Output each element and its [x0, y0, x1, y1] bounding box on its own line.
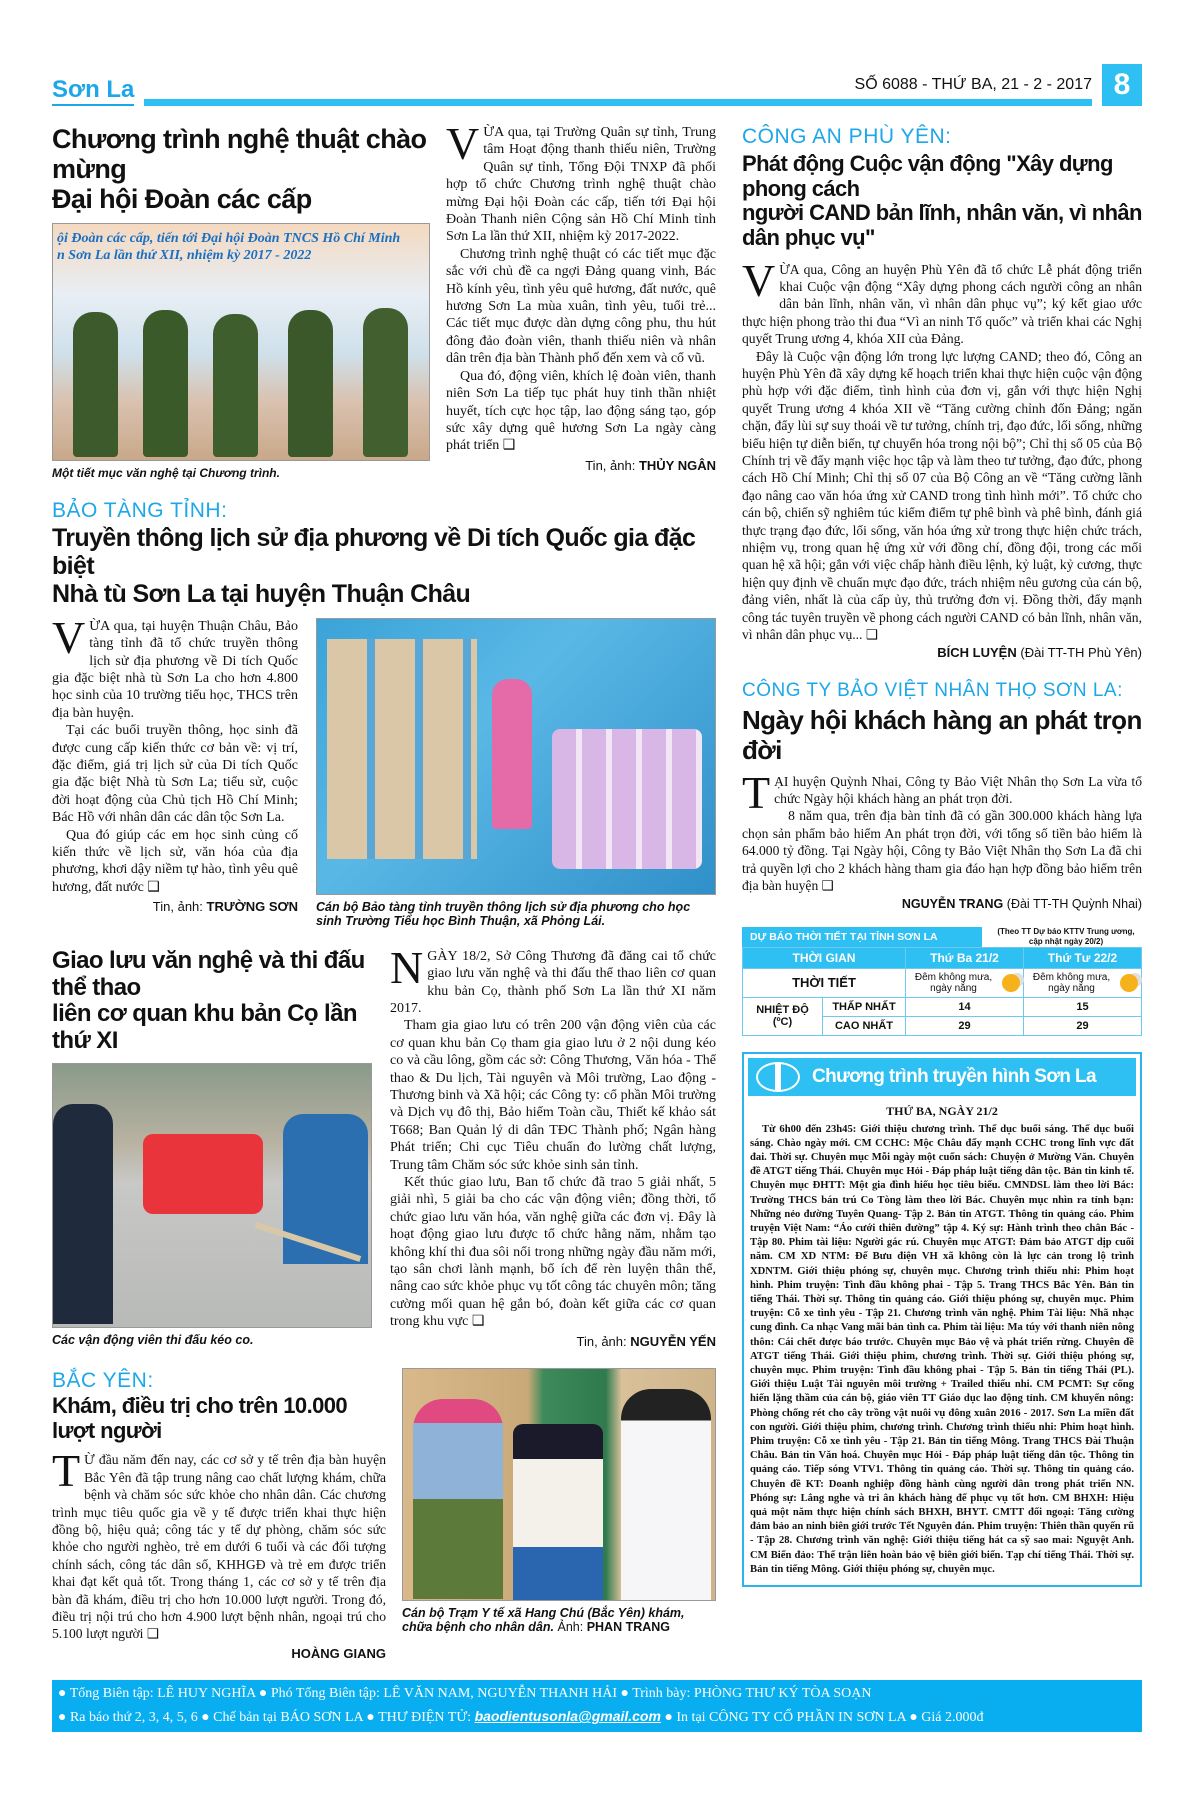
photo-banner: [53, 224, 429, 264]
kicker: CÔNG AN PHÙ YÊN:: [742, 125, 952, 148]
footer-text: ● Ra báo thứ 2, 3, 4, 5, 6 ● Chế bản tại BÁO SƠN LA ● THƯ ĐIỆN TỬ:: [58, 1710, 472, 1726]
paragraph: Qua đó giúp các em học sinh củng cố kiến thức về lịch sử, văn hóa của địa phương, khơi dậy niềm tự hào, tình yêu quê hương, đất nước ❑: [52, 827, 298, 895]
headline-line: Phát động Cuộc vận động "Xây dựng phong cách: [742, 151, 1113, 201]
photo-singers: [52, 223, 430, 461]
byline-suffix: (Đài TT-TH Phù Yên): [1020, 645, 1142, 661]
photo-tug-of-war: [52, 1063, 372, 1328]
header-rule: [144, 99, 1092, 106]
headline-line: Nhà tù Sơn La tại huyện Thuận Châu: [52, 579, 471, 608]
article-health: [52, 1368, 716, 1662]
page-header: [52, 64, 1142, 106]
headline: [52, 948, 372, 1056]
weather-source: (Theo TT Dự báo KTTV Trung ương, cập nhật ngày 20/2): [997, 926, 1135, 946]
drop-cap: V: [52, 611, 86, 663]
headline-line: người CAND bản lĩnh, nhân văn, vì nhân dân phục vụ": [742, 200, 1142, 250]
figure: [363, 308, 408, 457]
article-museum: [52, 498, 716, 928]
drop-cap: T: [742, 766, 771, 818]
headline-line: Chương trình nghệ thuật chào mừng: [52, 124, 427, 185]
figure: [53, 1104, 113, 1324]
red-shirts: [143, 1134, 263, 1214]
footer-info: [58, 1705, 1136, 1729]
paragraph: ỪA qua, Công an huyện Phù Yên đã tổ chức Lễ phát động triển khai Cuộc vận động “Xây dựng phong cách người công an nhân dân bản lĩnh, nhân văn, vì nhân dân phục vụ”; ký kết giao ước thực hiện phong trào thi đua “Vì an ninh Tổ quốc” và triển khai các Nghị quyết Trung ương 4, khóa XII của Đảng.: [742, 261, 1142, 347]
byline-prefix: Tin, ảnh:: [152, 899, 203, 915]
photo-banner-text: ội Đoàn các cấp, tiến tới Đại hội Đoàn TNCS Hồ Chí Minh: [57, 230, 401, 246]
article-body: [52, 611, 298, 916]
credit-prefix: Ảnh:: [557, 1620, 584, 1635]
paragraph: Đây là Cuộc vận động lớn trong lực lượng CAND; theo đó, Công an huyện Phù Yên đã xây dựng kế hoạch triển khai thực hiện cuộc vận động phù hợp với đặc điểm, tình hình của đơn vị, gắn với thực hiện Nghị quyết Trung ương 4 khóa XII về “Tăng cường chỉnh đốn Đảng; ngăn chặn, đẩy lùi sự suy thoái về tư tưởng, chính trị, đạo đức, lối sống, những biểu hiện tự diễn biến, tự chuyển hóa trong nội bộ”; Chỉ thị số 05 của Bộ Chính trị về đẩy mạnh việc học tập và làm theo tư tưởng, đạo đức, phong cách Hồ Chí Minh; Chỉ thị số 07 của Bộ Công an về “Tăng cường lãnh đạo nâng cao văn hóa ứng xử CAND trong tình hình mới”. Tổ chức cho cán bộ, chiến sỹ nghiêm túc kiểm điểm tự phê bình và phê bình, đánh giá thực trạng đạo đức, lối sống, văn hóa ứng xử trong thực hiện chức trách, nhiệm vụ, trong quan hệ ứng xử với đồng chí, đồng đội, trong các mối quan hệ xã hội; gắn với việc chấp hành điều lệnh, kỷ luật, kỷ cương, thực hiện quy định về chuẩn mực đạo đức, trách nhiệm nêu gương của cán bộ, đảng viên, nhất là của cấp ủy, thủ trưởng đơn vị. Đồng thời, đẩy mạnh công tác tuyên truyền về phong cách người CAND có bản lĩnh, nhân văn, vì nhân dân phục vụ... ❑: [742, 348, 1142, 643]
min-temp: 15: [1024, 997, 1142, 1016]
figure: [288, 310, 333, 457]
row-label: CAO NHẤT: [823, 1016, 906, 1035]
article-body: [742, 254, 1142, 644]
tv-header: [748, 1058, 1136, 1096]
byline-prefix: Tin, ảnh:: [585, 457, 636, 473]
figure: [73, 312, 118, 457]
headline: Ngày hội khách hàng an phát trọn đời: [742, 705, 1142, 765]
paragraph: Chương trình nghệ thuật có các tiết mục đặc sắc với chủ đề ca ngợi Đảng quang vinh, Bác Hồ kính yêu, tình yêu quê hương, đất nước, quê hương Sơn La mùa xuân, tình yêu, tuổi trẻ... Các tiết mục được dàn dựng công phu, thu hút đông đảo đoàn viên, thanh thiếu niên và nhân dân trên địa bàn Thành phố đến xem và cổ vũ.: [446, 246, 716, 367]
drop-cap: V: [446, 118, 480, 169]
author: NGUYỄN YẾN: [630, 1333, 716, 1349]
paragraph: GÀY 18/2, Sở Công Thương đã đăng cai tổ chức giao lưu văn nghệ và thi đấu thể thao liên cơ quan khu bản Cọ, thành phố Sơn La lần thứ XI năm 2017.: [390, 948, 716, 1016]
paragraph: ỪA qua, tại Trường Quân sự tỉnh, Trung tâm Hoạt động thanh thiếu niên, Trường Quân sự tỉnh, Tổng Đội TNXP đã phối hợp tổ chức Chương trình nghệ thuật chào mừng Đại hội Đoàn các cấp, tiến tới Đại hội Đoàn Thanh niên Cộng sản Hồ Chí Minh tỉnh Sơn La lần thứ XII, nhiệm kỳ 2017-2022.: [446, 125, 716, 245]
photo-caption: [402, 1606, 716, 1634]
footer-staff: ● Tổng Biên tập: LÊ HUY NGHĨA ● Phó Tổng Biên tập: LÊ VĂN NAM, NGUYỄN THANH HẢI ● Trình bày: PHÒNG THƯ KÝ TÒA SOẠN: [58, 1686, 872, 1702]
byline: [742, 645, 1142, 660]
drop-cap: N: [390, 941, 424, 993]
photo-caption: Một tiết mục văn nghệ tại Chương trình.: [52, 465, 280, 480]
photo-health-check: [402, 1368, 716, 1601]
paragraph: Ừ đầu năm đến nay, các cơ sở y tế trên địa bàn huyện Bắc Yên đã tập trung nâng cao chất lượng khám, chữa bệnh và chăm sóc sức khỏe cho nhân dân. Các chương trình mục tiêu quốc gia về y tế được triển khai thực hiện đồng bộ, hiệu quả; công tác y tế dự phòng, chăm sóc sức khỏe cho người nghèo, trẻ em dưới 6 tuổi và các đối tượng chính sách, công tác dân số, KHHGĐ và trẻ em được triển khai đạt kết quả tốt. Trong tháng 1, các cơ sở y tế trên địa bàn đã khám, điều trị cho hơn 10.000 lượt người. Trong đó, điều trị nội trú cho hơn 4.900 lượt bệnh nhân, ngoại trú cho 5.100 lượt người ❑: [52, 1452, 386, 1642]
header-cell: Thứ Tư 22/2: [1024, 947, 1142, 968]
article-body: [446, 118, 716, 474]
right-column: [742, 124, 1142, 1587]
article-body: [52, 1445, 386, 1662]
min-temp: 14: [906, 997, 1024, 1016]
footer-text: ● In tại CÔNG TY CỔ PHẦN IN SƠN LA ● Giá 2.000đ: [664, 1710, 984, 1726]
caption-text: Cán bộ Trạm Y tế xã Hang Chú (Bắc Yên) khám, chữa bệnh cho nhân dân.: [402, 1606, 685, 1635]
condition: Đêm không mưa, ngày nắng: [1032, 971, 1111, 994]
photo-caption: Các vận động viên thi đấu kéo co.: [52, 1333, 254, 1348]
children-group: [552, 729, 702, 869]
headline-line: liên cơ quan khu bản Cọ lần thứ XI: [52, 1000, 357, 1055]
row-label: THỜI TIẾT: [743, 968, 906, 997]
paragraph: Kết thúc giao lưu, Ban tổ chức đã trao 5 giải nhất, 5 giải nhì, 5 giải ba cho các vận động viên; đồng thời, tổ chức giao lưu văn hóa, văn nghệ giữa các đơn vị. Đây là hoạt động giao lưu được tổ chức hằng năm, nhằm tạo không khí thi đua sôi nổi trong những ngày đầu năm mới, tạo sân chơi lành mạnh, bổ ích để rèn luyện thân thể, nâng cao sức khỏe phục vụ tốt công tác chuyên môn; tăng cường mối quan hệ gắn bó, đoàn kết giữa các cơ quan trong khu vực ❑: [390, 1174, 716, 1330]
figure: [283, 1114, 368, 1264]
photo-museum-exhibit: [316, 618, 716, 895]
email-link[interactable]: baodientusonla@gmail.com: [474, 1708, 661, 1725]
byline: [52, 898, 298, 915]
article-art-program: [52, 118, 716, 480]
page-number: 8: [1102, 64, 1142, 106]
section-name: Sơn La: [52, 76, 134, 106]
article-body: [390, 941, 716, 1350]
weather-table: [742, 947, 1142, 1036]
tv-title: Chương trình truyền hình Sơn La: [812, 1065, 1096, 1087]
paragraph: ẠI huyện Quỳnh Nhai, Công ty Bảo Việt Nhân thọ Sơn La vừa tổ chức Ngày hội khách hàng an phát trọn đời.: [774, 773, 1142, 807]
tv-schedule: [742, 1052, 1142, 1588]
weather-title: DỰ BÁO THỜI TIẾT TẠI TỈNH SƠN LA: [742, 927, 982, 947]
author: NGUYỄN TRANG: [901, 896, 1004, 911]
photo-caption: Cán bộ Bảo tàng tỉnh truyền thông lịch sử địa phương cho học sinh Trường Tiểu học Bình Thuận, xã Phỏng Lái.: [316, 899, 691, 928]
figure: [213, 314, 258, 457]
kicker: CÔNG TY BẢO VIỆT NHÂN THỌ SƠN LA:: [742, 680, 1123, 702]
tv-listing: Từ 6h00 đến 23h45: Giới thiệu chương trình. Thể dục buổi sáng. Thể dục buổi sáng. Chào ngày mới. CM CCHC: Mộc Châu đẩy mạnh CCHC trong lĩnh vực đất đai. Thời sự. Chuyên mục Mỗi ngày một cuốn sách: Chuyện ở Mường Văn. Chuyên đề ATGT tiếng Thái. Chuyên mục Hỏi - Đáp pháp luật tiếng dân tộc. Bản tin kinh tế. Chuyên mục ĐHTT: Một gia đình hiếu học tiêu biểu. CMNDSL làm theo lời Bác: Trường THCS bán trú Co Tòng làm theo lời Bác. Chuyên mục nhìn ra tỉnh bạn: Những nẻo đường Tuyên Quang- Tập 2. Bản tin ATGT. Thông tin quảng cáo. Phim truyện Việt Nam: “Áo cưới thiên đường” tập 4. Ký sự: Hành trình theo chân Bác - Tập 80. Phim tài liệu: Người gác rú. Chuyên mục ATGT: Đảm bảo ATGT dịp cuối năm. CM XD NTM: Để Bưu điện VH xã không còn là lực cản trong lộ trình XDNTM. Giới thiệu phóng sự, chuyên mục. Chương trình thiếu nhi: Phim hoạt hình. Phim truyện: Tình đầu không phai - Tập 5. Trang THCS Bắc Yên. Bản tin tiếng Thái. Thời sự. Thông tin quảng cáo. Giới thiệu phóng sự, chuyên mục. Phim truyện: Cỗ xe tình yêu - Tập 21. Chương trình văn nghệ. Phim Tài liệu: Nhã nhạc cung đình. Ca nhạc Vang mãi bản tình ca. Phim tài liệu: Ma túy với thanh niên nông thôn: Cái chết được báo trước. Chuyên mục Bảo vệ và phát triển rừng. Chuyên đề ATGT tiếng Thái. Giới thiệu phim, chương trình. Thời sự. Giới thiệu phóng sự, chuyên mục. Phim truyện: Tình đầu không phai - Tập 5. Bản tin tiếng Thái (PL). Giới thiệu Luật Tài nguyên môi trường + Trailed thiếu nhi. CM PCMT: Sự cống hiến lặng thầm của cán bộ, giáo viên TT Giáo dục lao động tỉnh. CM khuyến nông: Phòng chống rét cho cây trồng vật nuôi vụ đông xuân 2016 - 2017. Sơn La miền đất con người. Giới thiệu phim, chương trình. Chương trình thiếu nhi: Phim hoạt hình. Phim truyện: Cỗ xe tình yêu - Tập 21. Bản tin tiếng Mông. Trang THCS Đài Thuận Châu. Bản tin Văn hoá. Chuyên mục Hỏi - Đáp pháp luật tiếng dân tộc. Thông tin quảng cáo. Tiếp sóng VTV1. Thông tin quảng cáo. Thời sự. Thông tin quảng cáo. Chuyên đề KT: Doanh nghiệp đồng hành cùng người dân trong phát triển NN. Phóng sự: Lắng nghe và tri ân khách hàng để phục vụ tốt hơn. CM BHXH: Hiệu quả một năm thực hiện chính sách BHXH, BHYT. CMTT đối ngoại: Tăng cường đảm bảo an ninh biên giới trước Tết Nguyên đán. Phim truyện: Thiên thần quyến rũ - Tập 28. Chương trình văn nghệ: Giới thiệu tiếng hát ca sỹ sao mai: Nguyệt Anh. CM Biển đảo: Thế trận liên hoàn bảo vệ biên giới biển. Tạp chí tiếng Thái. Thời sự. Bản tin tiếng Mông. Giới thiệu phóng sự, chuyên mục.: [750, 1123, 1134, 1575]
paragraph: 8 năm qua, trên địa bàn tỉnh đã có gần 300.000 khách hàng lựa chọn sản phẩm bảo hiểm An phát trọn đời, với tổng số tiền bảo hiểm là 64.000 tỷ đồng. Tại Ngày hội, Công ty Bảo Việt Nhân thọ Sơn La đã chi trả quyền lợi cho 2 khách hàng tham gia đáo hạn hợp đồng bảo hiểm trên địa bàn huyện ❑: [742, 808, 1142, 894]
issue-date: SỐ 6088 - THỨ BA, 21 - 2 - 2017: [854, 76, 1092, 93]
paragraph: Tham gia giao lưu có trên 200 vận động viên của các cơ quan khu bản Cọ tham gia giao lưu ở 2 nội dung kéo co và cầu lông, gồm các sở: Công Thương, Văn hóa - Thể thao & Du lịch, Tài nguyên và Môi trường, Lao động - Thương binh và Xã hội; các Công ty: cổ phần Môi trường và Dịch vụ đô thị, Bảo hiểm Toàn cầu, Thiết kế khảo sát T668; Ban Quản lý di dân TĐC Thành phố; Ngân hàng Phát triển; Chi cục Tiêu chuẩn đo lường chất lượng, Trung tâm Chăm sóc sức khỏe sinh sản tỉnh.: [390, 1018, 716, 1173]
figure: [143, 310, 188, 457]
byline: [742, 897, 1142, 911]
masthead-footer: [52, 1680, 1142, 1732]
paragraph: Qua đó, động viên, khích lệ đoàn viên, thanh niên Sơn La tiếp tục phát huy tinh thần nhiệt huyết, tích cực học tập, lao động sáng tạo, góp sức xây dựng quê hương Sơn La ngày càng phát triển ❑: [446, 368, 716, 454]
author: HOÀNG GIANG: [291, 1645, 386, 1661]
sun-cloud-icon: [1002, 974, 1020, 992]
max-temp: 29: [1024, 1016, 1142, 1035]
figure: [513, 1424, 603, 1600]
byline: [390, 1333, 716, 1350]
paragraph: Tại các buổi truyền thông, học sinh đã được cung cấp kiến thức cơ bản về: vị trí, đặc điểm, giá trị lịch sử của Di tích Quốc gia đặc biệt Nhà tù Sơn La; tiểu sử, cuộc đời hoạt động của Chủ tịch Hồ Chí Minh; Bác Hồ với nhân dân các dân tộc Sơn La.: [52, 723, 298, 826]
kicker: BẢO TÀNG TỈNH:: [52, 498, 228, 522]
headline: [52, 124, 430, 215]
headline: Khám, điều trị cho trên 10.000 lượt người: [52, 1393, 347, 1443]
row-label: THẤP NHẤT: [823, 997, 906, 1016]
max-temp: 29: [906, 1016, 1024, 1035]
exhibit-panel: [327, 639, 477, 859]
header-cell: Thứ Ba 21/2: [906, 947, 1024, 968]
tv-date: THỨ BA, NGÀY 21/2: [886, 1103, 998, 1118]
figure: [621, 1389, 711, 1600]
headline-line: Đại hội Đoàn các cấp: [52, 184, 312, 215]
author: THỦY NGÂN: [638, 457, 716, 473]
article-body: [742, 766, 1142, 895]
condition: Đêm không mưa, ngày nắng: [914, 971, 993, 994]
kicker: BẮC YÊN:: [52, 1369, 154, 1393]
article-sports-exchange: [52, 941, 716, 1350]
article-police-campaign: [742, 124, 1142, 660]
drop-cap: V: [742, 254, 776, 306]
left-area: [52, 118, 716, 1662]
byline-prefix: Tin, ảnh:: [576, 1333, 627, 1349]
main-columns: [52, 118, 1142, 1662]
byline: [446, 457, 716, 474]
broadcast-tower-icon: [756, 1062, 800, 1092]
drop-cap: T: [52, 1445, 81, 1497]
photo-credit: PHAN TRANG: [586, 1620, 671, 1635]
headline: [52, 524, 716, 608]
headline-line: Truyền thông lịch sử địa phương về Di tích Quốc gia đặc biệt: [52, 523, 696, 580]
row-label: NHIỆT ĐỘ (ºC): [743, 997, 823, 1035]
author: TRƯỜNG SƠN: [206, 899, 298, 915]
paragraph: ỪA qua, tại huyện Thuận Châu, Bảo tàng tỉnh đã tổ chức truyền thông lịch sử địa phương về Di tích Quốc gia đặc biệt nhà tù Sơn La cho hơn 4.800 học sinh của 10 trường tiểu học, THCS trên địa bàn huyện.: [52, 618, 298, 721]
photo-banner-text: n Sơn La lần thứ XII, nhiệm kỳ 2017 - 2022: [57, 247, 312, 263]
figure: [413, 1399, 503, 1599]
header-cell: THỜI GIAN: [743, 947, 906, 968]
article-insurance-day: [742, 678, 1142, 910]
weather-forecast: [742, 927, 1142, 1036]
headline-line: Giao lưu văn nghệ và thi đấu thể thao: [52, 946, 365, 1001]
headline: [742, 152, 1142, 251]
author: BÍCH LUYỆN: [937, 645, 1017, 661]
sun-cloud-icon: [1120, 974, 1138, 992]
byline: [52, 1645, 386, 1662]
figure: [492, 679, 532, 829]
byline-suffix: (Đài TT-TH Quỳnh Nhai): [1006, 896, 1142, 911]
